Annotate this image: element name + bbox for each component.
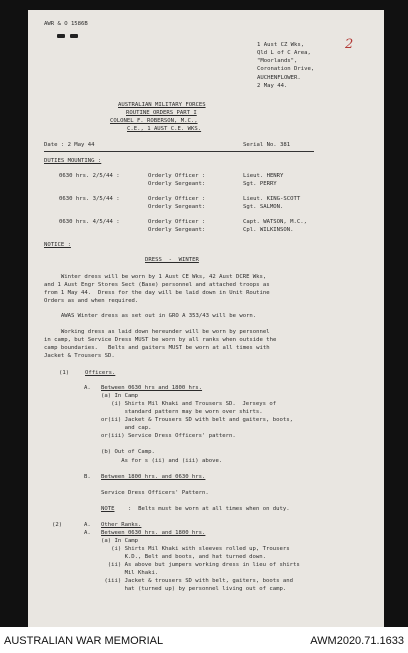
note-label: NOTE <box>101 506 115 512</box>
document-page <box>28 10 384 627</box>
address-line: Coronation Drive, <box>257 66 315 72</box>
heading-line: ROUTINE ORDERS PART I <box>126 110 197 116</box>
paragraph-line: Orders as and when required. <box>44 298 139 304</box>
list-item: (iii) Jacket & trousers SD with belt, gaiters, boots and <box>101 578 293 584</box>
footer-institution: AUSTRALIAN WAR MEMORIAL <box>4 635 164 647</box>
officers-number: (1) <box>59 370 70 376</box>
duty-person: Sgt. SALMON. <box>243 204 284 210</box>
footer-accession-number: AWM2020.71.1633 <box>310 635 404 647</box>
section-a-title: Between 0630 hrs and 1800 hrs. <box>101 385 203 391</box>
document-reference: AWR & O 1586B <box>44 21 88 27</box>
duty-role: Orderly Officer : <box>148 173 206 179</box>
paragraph-awas: AWAS Winter dress as set out in GRO A 353/43 will be worn. <box>44 313 257 319</box>
section-b-letter: B. <box>84 474 91 480</box>
punch-hole <box>57 34 65 38</box>
officers-heading: Officers. <box>85 370 116 376</box>
duty-person: Lieut. HENRY <box>243 173 284 179</box>
paragraph-line: Winter dress will be worn by 1 Aust CE Wks, 42 Aust DCRE Wks, <box>44 274 267 280</box>
duty-role: Orderly Officer : <box>148 196 206 202</box>
duty-time: 0630 hrs. 4/5/44 : <box>59 219 120 225</box>
list-item: and cap. <box>101 425 152 431</box>
list-item: (a) In Camp <box>101 538 139 544</box>
heading-line: AUSTRALIAN MILITARY FORCES <box>118 102 206 108</box>
other-ranks-letter: A. <box>84 522 91 528</box>
list-item: (i) Shirts Mil Khaki with sleeves rolled up, Trousers <box>101 546 290 552</box>
paragraph-line: and 1 Aust Engr Stores Sect (Base) personnel and attached troops as <box>44 282 270 288</box>
section-a-letter: A. <box>84 385 91 391</box>
serial-number: Serial No. 381 <box>243 142 291 148</box>
paragraph-line: in camp, but Service Dress MUST be worn by all ranks when outside the <box>44 337 277 343</box>
section-b-dress: Service Dress Officers' Pattern. <box>101 490 209 496</box>
note-text: : Belts must be worn at all times when on duty. <box>128 506 290 512</box>
list-item: standard pattern may be worn over shirts. <box>101 409 263 415</box>
heading-line: C.E., 1 AUST C.E. WKS. <box>127 126 202 132</box>
section-b-title: Between 1800 hrs. and 0630 hrs. <box>101 474 206 480</box>
paragraph-line: Working dress as laid down hereunder will be worn by personnel <box>44 329 270 335</box>
other-section-letter: A. <box>84 530 91 536</box>
punch-hole <box>70 34 78 38</box>
paragraph-line: Jacket & Trousers SD. <box>44 353 115 359</box>
archive-footer <box>0 627 408 653</box>
list-item: or(iii) Service Dress Officers' pattern. <box>101 433 236 439</box>
other-ranks-number: (2) <box>52 522 63 528</box>
list-item: K.D., Belt and boots, and hat turned down. <box>101 554 267 560</box>
duty-person: Capt. WATSON, M.C., <box>243 219 307 225</box>
heading-line: COLONEL F. ROBERSON, M.C., <box>110 118 198 124</box>
duty-role: Orderly Officer : <box>148 219 206 225</box>
other-ranks-heading: Other Ranks. <box>101 522 142 528</box>
rule-line <box>44 151 314 152</box>
duty-person: Cpl. WILKINSON. <box>243 227 294 233</box>
paragraph-line: from 1 May 44. Dress for the day will be laid down in Unit Routine <box>44 290 270 296</box>
duties-heading: DUTIES MOUNTING : <box>44 158 102 164</box>
duty-person: Sgt. PERRY <box>243 181 277 187</box>
dress-title: DRESS - WINTER <box>145 257 199 263</box>
address-line: 1 Aust CZ Wks, <box>257 42 305 48</box>
address-line: AUCHENFLOWER. <box>257 75 301 81</box>
list-item: (b) Out of Camp. <box>101 449 155 455</box>
duty-time: 0630 hrs. 2/5/44 : <box>59 173 120 179</box>
list-item: hat (turned up) by personnel living out of camp. <box>101 586 287 592</box>
address-line: "Moorlands", <box>257 58 298 64</box>
pencil-page-number: 2 <box>345 37 354 52</box>
list-item: As for s (ii) and (iii) above. <box>101 458 223 464</box>
duty-role: Orderly Sergeant: <box>148 181 206 187</box>
list-item: (ii) As above but jumpers working dress in lieu of shirts <box>101 562 300 568</box>
list-item: (a) In Camp <box>101 393 139 399</box>
address-line: Qld L of C Area, <box>257 50 311 56</box>
duty-time: 0630 hrs. 3/5/44 : <box>59 196 120 202</box>
notice-heading: NOTICE : <box>44 242 71 248</box>
paragraph-line: camp boundaries. Belts and gaiters MUST be worn at all times with <box>44 345 270 351</box>
list-item: (i) Shirts Mil Khaki and Trousers SD. Jerseys of <box>101 401 277 407</box>
duty-role: Orderly Sergeant: <box>148 227 206 233</box>
list-item: Mil Khaki. <box>101 570 159 576</box>
duty-role: Orderly Sergeant: <box>148 204 206 210</box>
list-item: or(ii) Jacket & Trousers SD with belt and gaiters, boots, <box>101 417 293 423</box>
other-section-title: Between 0630 hrs. and 1800 hrs. <box>101 530 206 536</box>
address-line: 2 May 44. <box>257 83 288 89</box>
duty-person: Lieut. KING-SCOTT <box>243 196 301 202</box>
order-date: Date : 2 May 44 <box>44 142 95 148</box>
